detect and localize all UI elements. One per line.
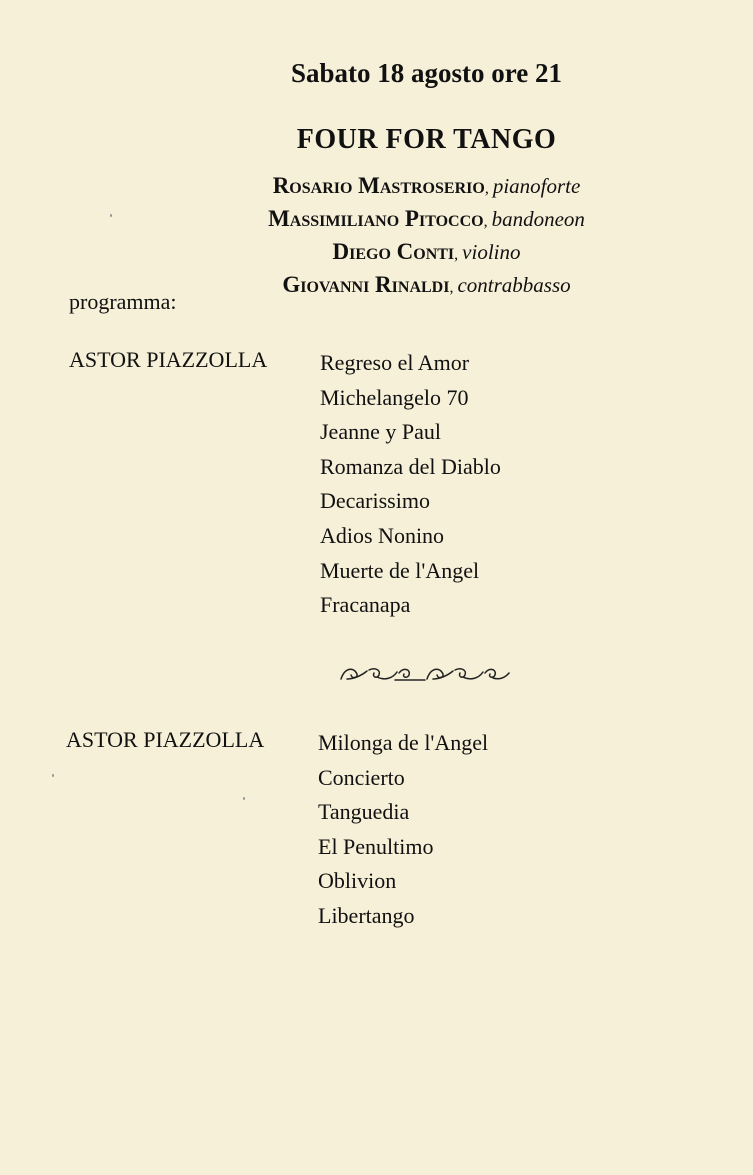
- ensemble-title: FOUR FOR TANGO: [296, 124, 557, 155]
- performer-line: [100, 268, 753, 301]
- paper-speck: [110, 214, 112, 217]
- piece-list: [318, 726, 488, 934]
- piece-item: Michelangelo 70: [320, 384, 469, 410]
- paper-speck: [243, 797, 245, 800]
- composer-name: ASTOR PIAZZOLLA: [66, 727, 265, 752]
- piece-item: Tanguedia: [318, 799, 410, 825]
- piece-item: El Penultimo: [318, 833, 434, 859]
- name-separator: ,: [454, 246, 463, 263]
- piece-item: Regreso el Amor: [320, 350, 470, 375]
- piece-item: Decarissimo: [320, 488, 430, 514]
- piece-item: Oblivion: [318, 868, 397, 894]
- floral-scroll-divider-icon: [339, 664, 511, 689]
- piece-item: Romanza del Diablo: [320, 453, 501, 479]
- concert-date: Sabato 18 agosto ore 21: [290, 58, 562, 88]
- piece-item: Libertango: [318, 902, 415, 928]
- performers-list: [0, 169, 753, 301]
- performer-name: Rosario Mastroserio: [272, 173, 485, 198]
- piece-item: Adios Nonino: [320, 522, 445, 548]
- performer-name: Diego Conti: [332, 239, 455, 264]
- piece-item: Muerte de l'Angel: [320, 557, 480, 583]
- piece-item: Concierto: [318, 764, 405, 790]
- piece-item: Milonga de l'Angel: [318, 730, 489, 755]
- performer-instrument: bandoneon: [491, 207, 585, 231]
- paper-speck: [52, 774, 54, 777]
- performer-line: [100, 235, 753, 268]
- performer-line: [100, 202, 753, 235]
- performer-instrument: pianoforte: [492, 174, 581, 198]
- name-separator: ,: [483, 213, 492, 230]
- performer-name: Giovanni Rinaldi: [282, 272, 450, 297]
- composer-name: ASTOR PIAZZOLLA: [69, 347, 268, 372]
- name-separator: ,: [484, 180, 493, 197]
- piece-list: [320, 346, 501, 623]
- performer-instrument: contrabbasso: [457, 273, 571, 297]
- piece-item: Jeanne y Paul: [320, 419, 441, 445]
- performer-instrument: violino: [462, 240, 521, 264]
- performer-line: [100, 169, 753, 202]
- performer-name: Massimiliano Pitocco: [268, 206, 484, 231]
- name-separator: ,: [449, 279, 458, 296]
- programma-label: programma:: [69, 289, 177, 314]
- piece-item: Fracanapa: [320, 592, 411, 618]
